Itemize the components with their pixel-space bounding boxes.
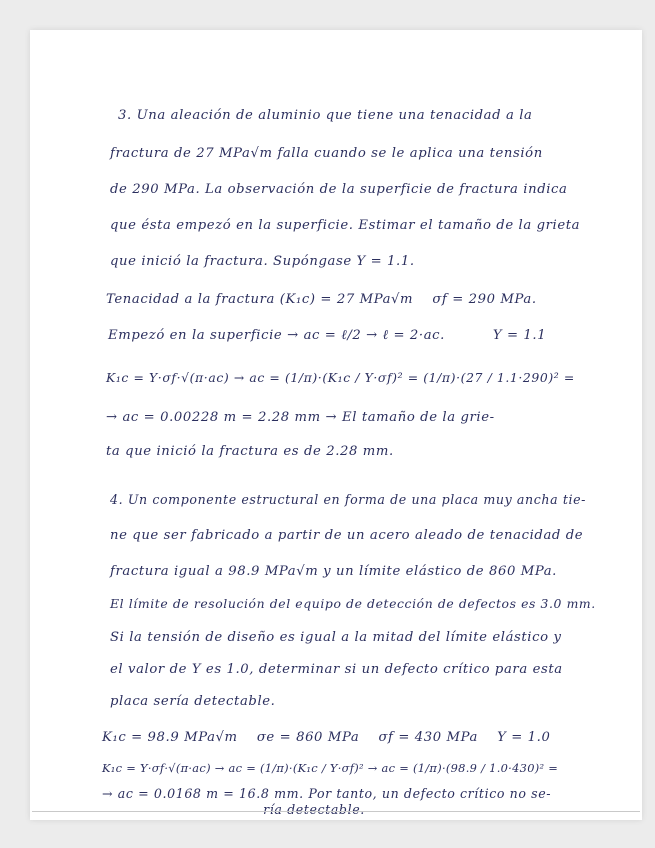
problem3-solution-line-5: ta que inició la fractura es de 2.28 mm. [106, 444, 394, 459]
problem3-solution-line-4: → ac = 0.00228 m = 2.28 mm → El tamaño de la grie- [106, 410, 495, 425]
problem4-solution-line-1: K₁c = 98.9 MPa√m σe = 860 MPa σf = 430 MPa Y = 1.0 [102, 730, 551, 745]
problem4-line-2: ne que ser fabricado a partir de un acero aleado de tenacidad de [110, 528, 584, 543]
problem4-line-3: fractura igual a 98.9 MPa√m y un límite elástico de 860 MPa. [110, 564, 557, 579]
page-bottom-rule [32, 811, 640, 812]
problem4-line-7: placa sería detectable. [110, 694, 276, 709]
problem4-solution-line-4: ría detectable. [102, 802, 365, 817]
handwritten-page [30, 30, 642, 820]
problem4-line-1: 4. Un componente estructural en forma de una placa muy ancha tie- [110, 492, 587, 507]
problem3-solution-line-1: Tenacidad a la fractura (K₁c) = 27 MPa√m σf = 290 MPa. [106, 292, 537, 307]
problem4-solution-line-2: K₁c = Y·σf·√(π·ac) → ac = (1/π)·(K₁c / Y·σf)² → ac = (1/π)·(98.9 / 1.0·430)² = [102, 761, 559, 775]
problem3-line-4: que ésta empezó en la superficie. Estimar el tamaño de la grieta [110, 218, 581, 233]
problem4-line-4: El límite de resolución del equipo de detección de defectos es 3.0 mm. [110, 596, 596, 611]
problem3-solution-line-2: Empezó en la superficie → ac = ℓ/2 → ℓ = 2·ac. Y = 1.1 [108, 328, 547, 343]
problem3-line-3: de 290 MPa. La observación de la superficie de fractura indica [110, 182, 568, 197]
problem3-line-2: fractura de 27 MPa√m falla cuando se le aplica una tensión [110, 146, 543, 161]
problem3-line-1: 3. Una aleación de aluminio que tiene una tenacidad a la [118, 108, 533, 123]
problem4-line-5: Si la tensión de diseño es igual a la mitad del límite elástico y [110, 630, 562, 645]
problem3-line-5: que inició la fractura. Supóngase Y = 1.1. [110, 254, 415, 269]
problem4-solution-line-3: → ac = 0.0168 m = 16.8 mm. Por tanto, un defecto crítico no se- [102, 786, 552, 801]
problem3-solution-line-3: K₁c = Y·σf·√(π·ac) → ac = (1/π)·(K₁c / Y·σf)² = (1/π)·(27 / 1.1·290)² = [106, 370, 575, 385]
problem4-line-6: el valor de Y es 1.0, determinar si un defecto crítico para esta [110, 662, 563, 677]
